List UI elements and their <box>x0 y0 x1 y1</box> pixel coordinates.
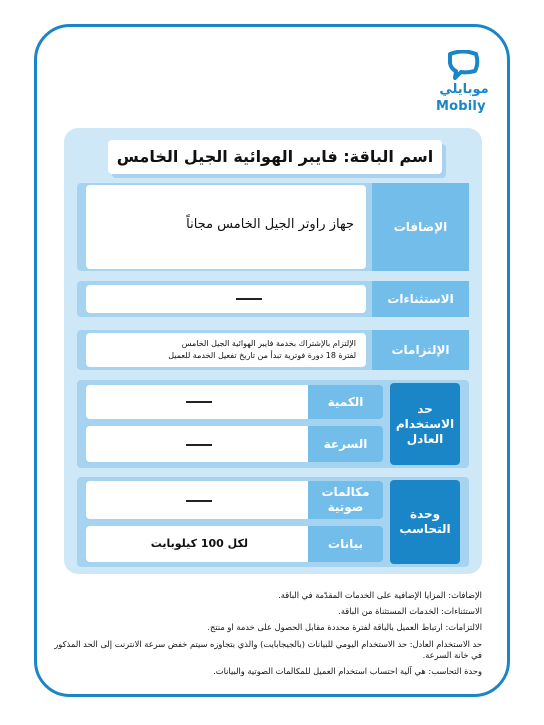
commitments-value-line2: لفترة 18 دورة فوترية تبدأ من تاريخ تفعيل الخدمة للعميل <box>168 351 356 360</box>
note-fair-use: حد الاستخدام العادل: حد الاستخدام اليومي للبيانات (بالجيجابايت) والذي بتجاوزه سيتم خفض سرعة الانترنت إلى الحد المذكور في خانة السرعة. <box>54 638 482 660</box>
mobily-logo-icon <box>446 50 480 80</box>
data-value-box <box>86 526 316 562</box>
mobily-logo <box>434 50 494 122</box>
exceptions-label: الاستثناءات <box>372 281 469 317</box>
quantity-value-dash <box>186 401 212 403</box>
billing-unit-label: وحدة التحاسب <box>390 480 460 564</box>
logo-english-name: Mobily <box>436 99 486 114</box>
commitments-value <box>91 338 356 362</box>
data-label: بيانات <box>308 526 383 562</box>
exceptions-value-dash <box>236 298 262 300</box>
logo-arabic-name: موبايلي <box>439 82 489 97</box>
fair-use-label: حد الاستخدام العادل <box>390 383 460 465</box>
note-billing-unit: وحدة التحاسب: هي آلية احتساب استخدام العميل للمكالمات الصوتية والبيانات. <box>213 665 482 676</box>
note-additions: الإضافات: المزايا الإضافية على الخدمات المقدّمة في الباقة. <box>278 590 482 600</box>
voice-value-box <box>86 481 316 519</box>
quantity-label: الكمية <box>308 385 383 419</box>
speed-label: السرعة <box>308 426 383 462</box>
speed-value-box <box>86 426 316 462</box>
commitments-label: الإلتزامات <box>372 330 469 370</box>
exceptions-value-box <box>86 285 366 313</box>
speed-value-dash <box>186 444 212 446</box>
quantity-value-box <box>86 385 316 419</box>
note-exceptions: الاستثناءات: الخدمات المستثناة من الباقة. <box>338 606 482 617</box>
voice-value-dash <box>186 500 212 502</box>
data-value: لكل 100 كيلوبايت <box>150 537 248 550</box>
voice-label: مكالمات صوتية <box>308 481 383 519</box>
package-title: اسم الباقة: فايبر الهوائية الجيل الخامس <box>108 140 442 174</box>
note-commitments: الالتزامات: ارتباط العميل بالباقة لفترة محددة مقابل الحصول على خدمة او منتج. <box>207 622 482 633</box>
additions-value-box <box>86 185 366 269</box>
commitments-value-line1: الإلتزام بالإشتراك بخدمة فايبر الهوائية الجيل الخامس <box>181 339 356 348</box>
additions-label: الإضافات <box>372 183 469 271</box>
definitions-notes <box>48 590 482 682</box>
commitments-value-box <box>86 333 366 367</box>
additions-value: جهاز راوتر الجيل الخامس مجاناً <box>186 217 354 232</box>
